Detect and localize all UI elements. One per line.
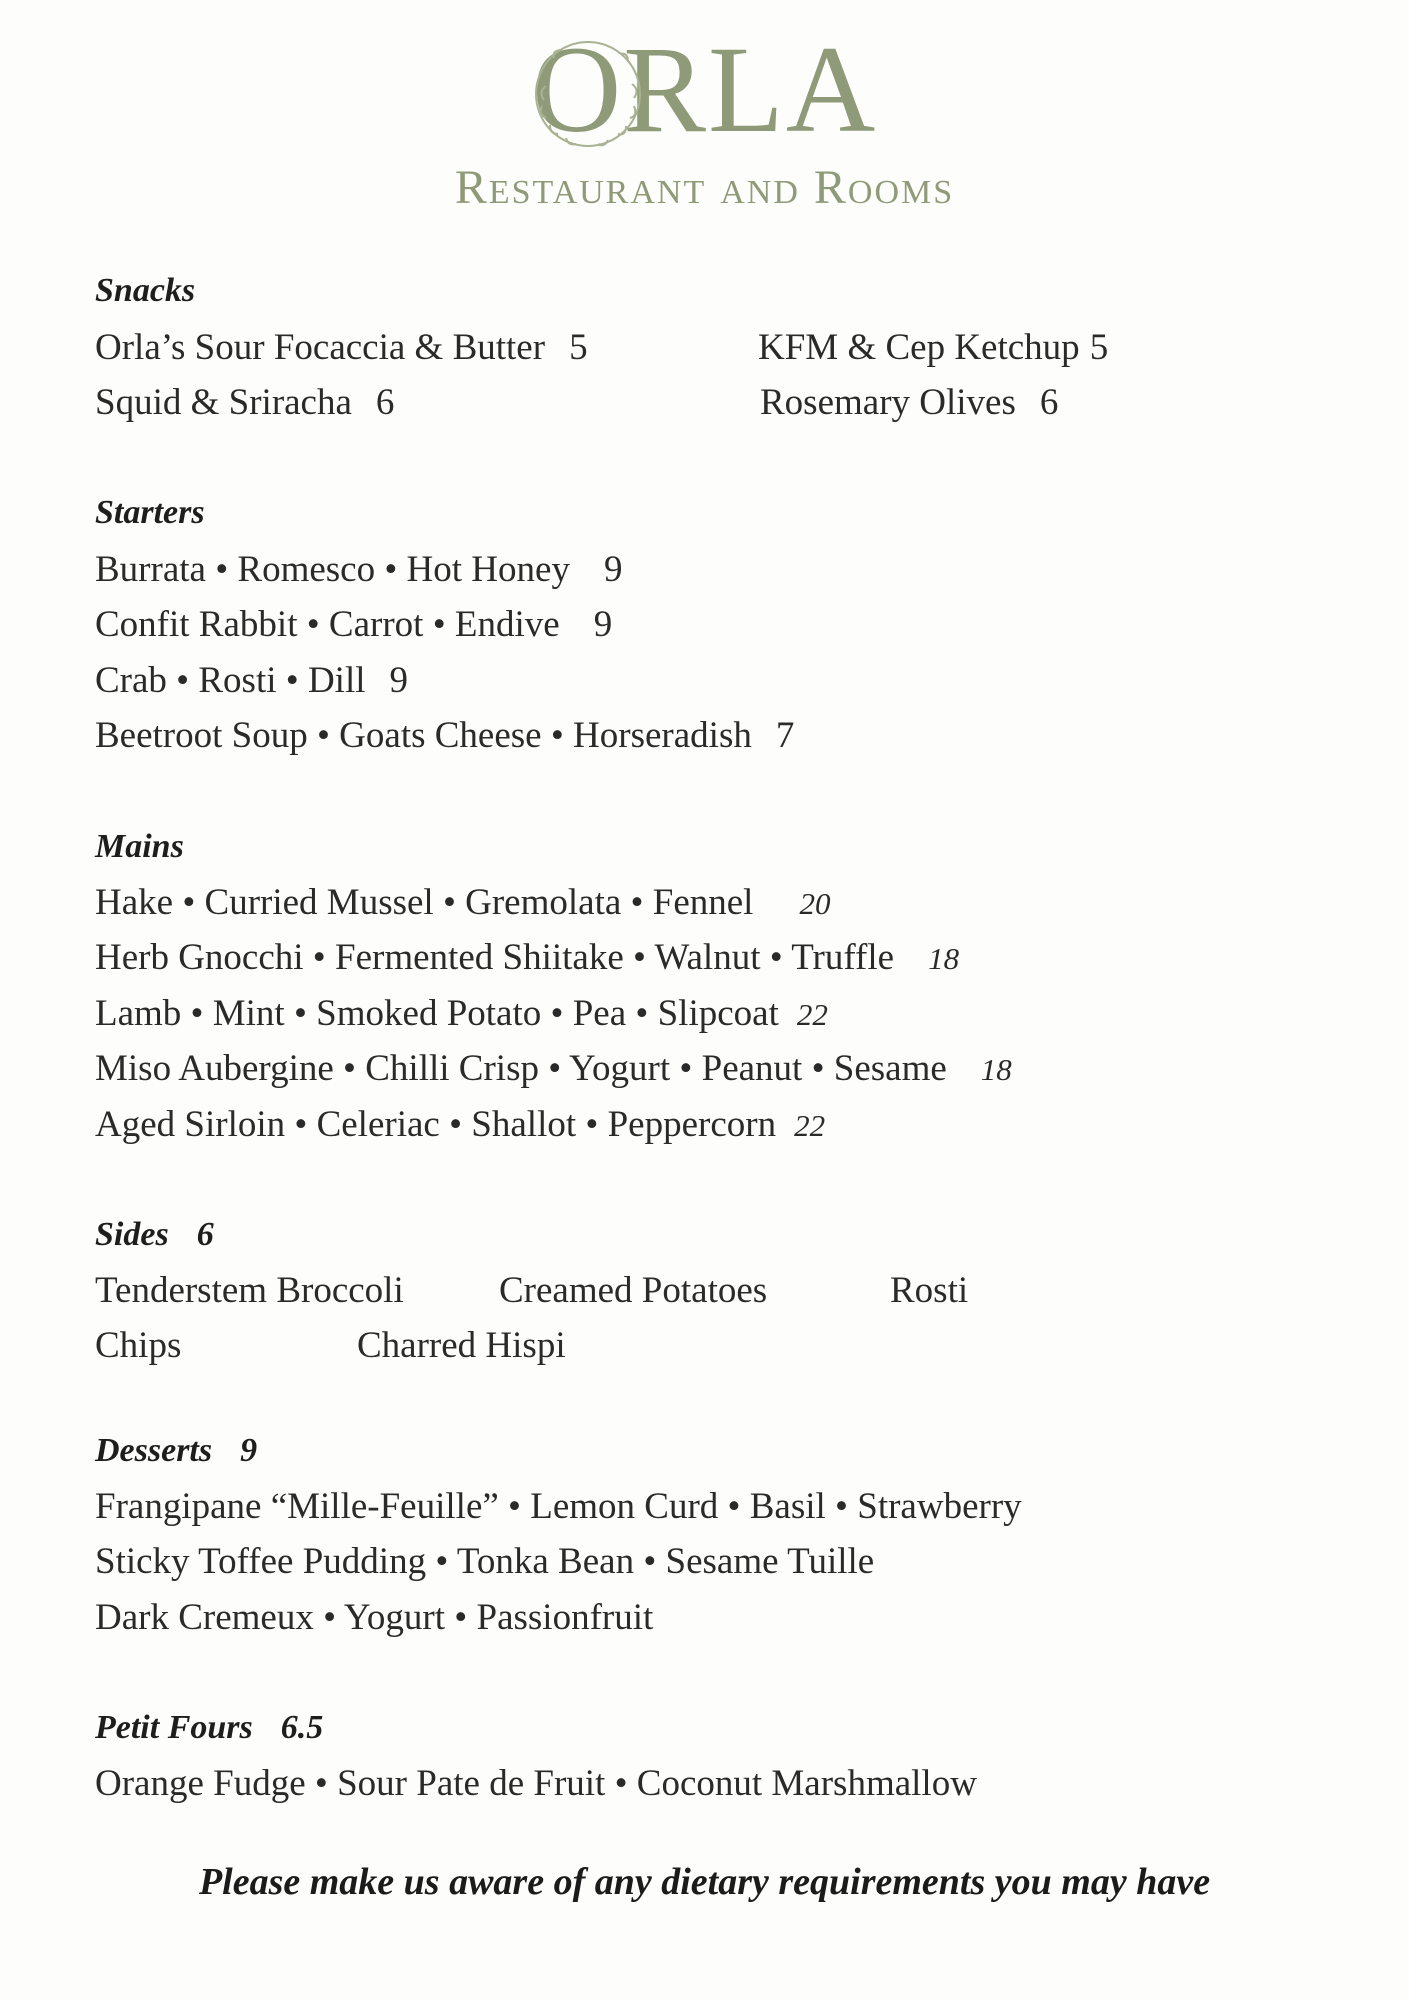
menu-item: Chips	[95, 1325, 182, 1366]
item-price: 9	[389, 660, 409, 701]
menu-item	[95, 381, 394, 424]
item-price: 6	[375, 382, 395, 423]
item-name: KFM & Cep Ketchup	[758, 327, 1080, 368]
menu-item: Frangipane “Mille-Feuille” • Lemon Curd • Basil • Strawberry	[95, 1486, 1022, 1527]
menu-item: Creamed Potatoes	[499, 1270, 768, 1311]
wreath-icon	[524, 30, 652, 158]
item-price: 9	[603, 549, 623, 590]
item-name: Miso Aubergine • Chilli Crisp • Yogurt • Peanut • Sesame	[95, 1048, 947, 1089]
item-price: 6	[1039, 382, 1059, 423]
item-name: Herb Gnocchi • Fermented Shiitake • Walnut • Truffle	[95, 937, 895, 978]
item-name: Squid & Sriracha	[95, 382, 352, 423]
menu-item	[95, 881, 830, 924]
section-price: 9	[240, 1432, 258, 1469]
section-title-petit-fours	[95, 1709, 323, 1747]
menu-item	[758, 326, 1108, 369]
item-price: 18	[928, 941, 960, 976]
item-price: 5	[569, 327, 588, 368]
menu-item	[95, 936, 959, 979]
logo-subtitle: Restaurant and Rooms	[454, 161, 955, 214]
menu-item: Sticky Toffee Pudding • Tonka Bean • Sesame Tuille	[95, 1541, 875, 1582]
restaurant-logo	[0, 21, 1409, 215]
item-name: Burrata • Romesco • Hot Honey	[95, 549, 570, 590]
section-name: Petit Fours	[95, 1709, 253, 1746]
item-name: Rosemary Olives	[760, 382, 1016, 423]
section-name: Desserts	[95, 1432, 213, 1469]
menu-item	[95, 659, 408, 702]
item-price: 22	[796, 997, 828, 1032]
section-title-mains: Mains	[95, 828, 184, 865]
menu-item	[95, 1103, 825, 1146]
item-price: 18	[980, 1052, 1012, 1087]
item-name: Lamb • Mint • Smoked Potato • Pea • Slipcoat	[95, 993, 779, 1034]
menu-item: Rosti	[890, 1270, 969, 1311]
item-name: Confit Rabbit • Carrot • Endive	[95, 604, 560, 645]
menu-item	[95, 1047, 1012, 1090]
section-title-sides	[95, 1216, 214, 1254]
menu-item: Charred Hispi	[357, 1325, 566, 1366]
item-name: Aged Sirloin • Celeriac • Shallot • Peppercorn	[95, 1104, 777, 1145]
section-price: 6.5	[280, 1709, 324, 1746]
logo-text: ORLA	[531, 21, 878, 158]
item-name: Hake • Curried Mussel • Gremolata • Fennel	[95, 882, 754, 923]
section-title-starters: Starters	[95, 494, 205, 531]
item-price: 7	[775, 715, 795, 756]
menu-item	[95, 548, 622, 591]
menu-item	[95, 326, 588, 369]
section-title-snacks: Snacks	[95, 272, 196, 309]
section-title-desserts	[95, 1432, 257, 1470]
menu-item: Orange Fudge • Sour Pate de Fruit • Coconut Marshmallow	[95, 1763, 977, 1804]
item-price: 22	[794, 1108, 826, 1143]
item-price: 5	[1089, 327, 1109, 368]
item-price: 20	[799, 886, 831, 921]
menu-item	[95, 714, 794, 757]
item-price: 9	[593, 604, 613, 645]
item-name: Crab • Rosti • Dill	[95, 660, 366, 701]
menu-item: Dark Cremeux • Yogurt • Passionfruit	[95, 1597, 654, 1638]
menu-item	[95, 992, 828, 1035]
menu-item: Tenderstem Broccoli	[95, 1270, 404, 1311]
item-name: Orla’s Sour Focaccia & Butter	[95, 327, 546, 368]
section-price: 6	[196, 1216, 214, 1253]
menu-item	[760, 381, 1058, 424]
section-name: Sides	[95, 1216, 169, 1253]
item-name: Beetroot Soup • Goats Cheese • Horseradish	[95, 715, 752, 756]
dietary-note: Please make us aware of any dietary requirements you may have	[198, 1861, 1211, 1903]
menu-item	[95, 603, 612, 646]
logo-wordmark	[531, 21, 878, 158]
